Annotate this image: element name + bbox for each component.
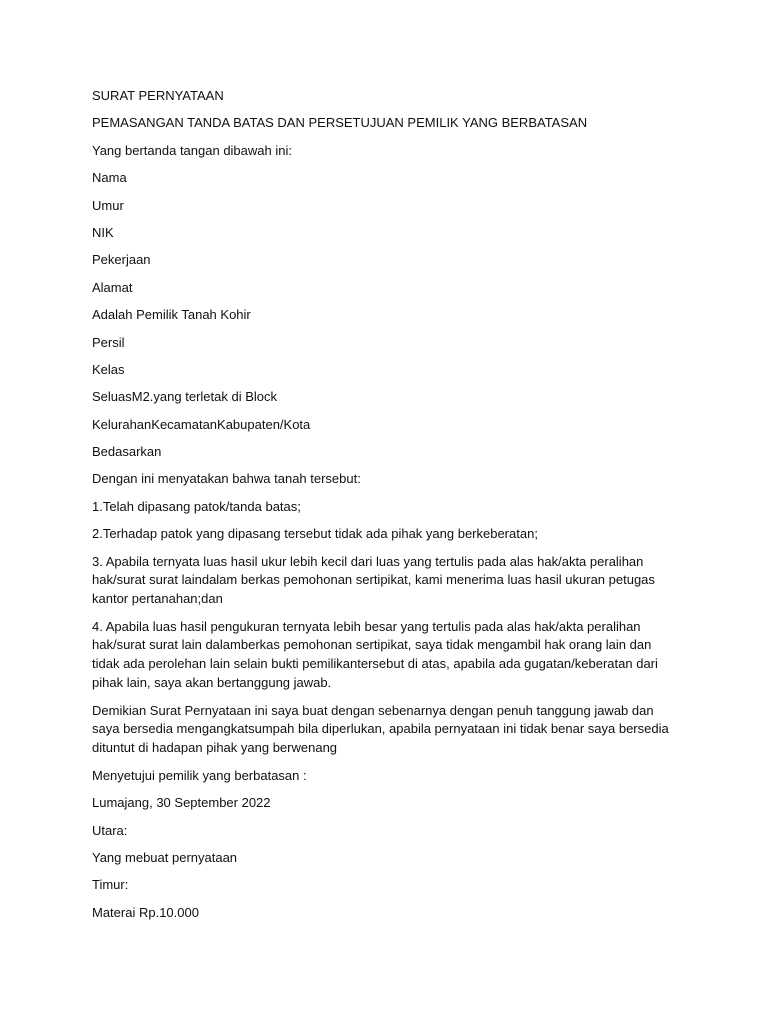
maker-label: Yang mebuat pernyataan [92, 849, 238, 865]
statement-point-3-line: kantor pertanahan;dan [92, 590, 223, 606]
field-pekerjaan: Pekerjaan [92, 252, 151, 268]
field-kelas: Kelas [92, 361, 125, 377]
approval-text: Menyetujui pemilik yang berbatasan : [92, 767, 307, 783]
closing-line: Demikian Surat Pernyataan ini saya buat dengan sebenarnya dengan penuh tanggung jawab dan [92, 702, 654, 718]
statement-point-3 [92, 553, 672, 609]
field-persil: Persil [92, 334, 125, 350]
statement-point-3-line: hak/surat surat laindalam berkas pemohonan sertipikat, kami menerima luas hasil ukuran petugas [92, 572, 655, 588]
place-date: Lumajang, 30 September 2022 [92, 795, 271, 811]
field-umur: Umur [92, 197, 124, 213]
field-pemilik-tanah: Adalah Pemilik Tanah Kohir [92, 307, 251, 323]
statement-intro: Dengan ini menyatakan bahwa tanah tersebut: [92, 471, 361, 487]
intro-text: Yang bertanda tangan dibawah ini: [92, 142, 292, 158]
statement-point-4 [92, 618, 672, 692]
statement-point-4-line: hak/surat surat lain dalamberkas pemohonan sertipikat, saya tidak mengambil hak orang lain dan [92, 637, 652, 653]
field-seluas: SeluasM2.yang terletak di Block [92, 389, 277, 405]
field-nama: Nama [92, 170, 127, 186]
field-wilayah: KelurahanKecamatanKabupaten/Kota [92, 416, 311, 432]
statement-point-3-line: 3. Apabila ternyata luas hasil ukur lebih kecil dari luas yang tertulis pada alas hak/akta peralihan [92, 553, 644, 569]
field-bedasarkan: Bedasarkan [92, 444, 162, 460]
document-subtitle: PEMASANGAN TANDA BATAS DAN PERSETUJUAN PEMILIK YANG BERBATASAN [92, 115, 588, 131]
closing-paragraph [92, 702, 672, 758]
closing-line: saya bersedia mengangkatsumpah bila diperlukan, apabila pernyataan ini tidak benar saya bersedia [92, 721, 669, 737]
document-title: SURAT PERNYATAAN [92, 88, 224, 103]
statement-point-2: 2.Terhadap patok yang dipasang tersebut tidak ada pihak yang berkeberatan; [92, 526, 538, 542]
closing-line: dituntut di hadapan pihak yang berwenang [92, 739, 338, 755]
field-alamat: Alamat [92, 279, 133, 295]
field-nik: NIK [92, 224, 114, 240]
document-body [92, 87, 672, 931]
neighbor-utara: Utara: [92, 822, 128, 838]
statement-point-4-line: 4. Apabila luas hasil pengukuran ternyata lebih besar yang tertulis pada alas hak/akta peralihan [92, 618, 641, 634]
statement-point-4-line: tidak ada perolehan lain selain bukti pemilikantersebut di atas, apabila ada gugatan/keberatan dari [92, 656, 658, 671]
materai-label: Materai Rp.10.000 [92, 904, 199, 920]
neighbor-timur: Timur: [92, 877, 129, 893]
statement-point-1: 1.Telah dipasang patok/tanda batas; [92, 498, 301, 514]
statement-point-4-line: pihak lain, saya akan bertanggung jawab. [92, 674, 332, 690]
